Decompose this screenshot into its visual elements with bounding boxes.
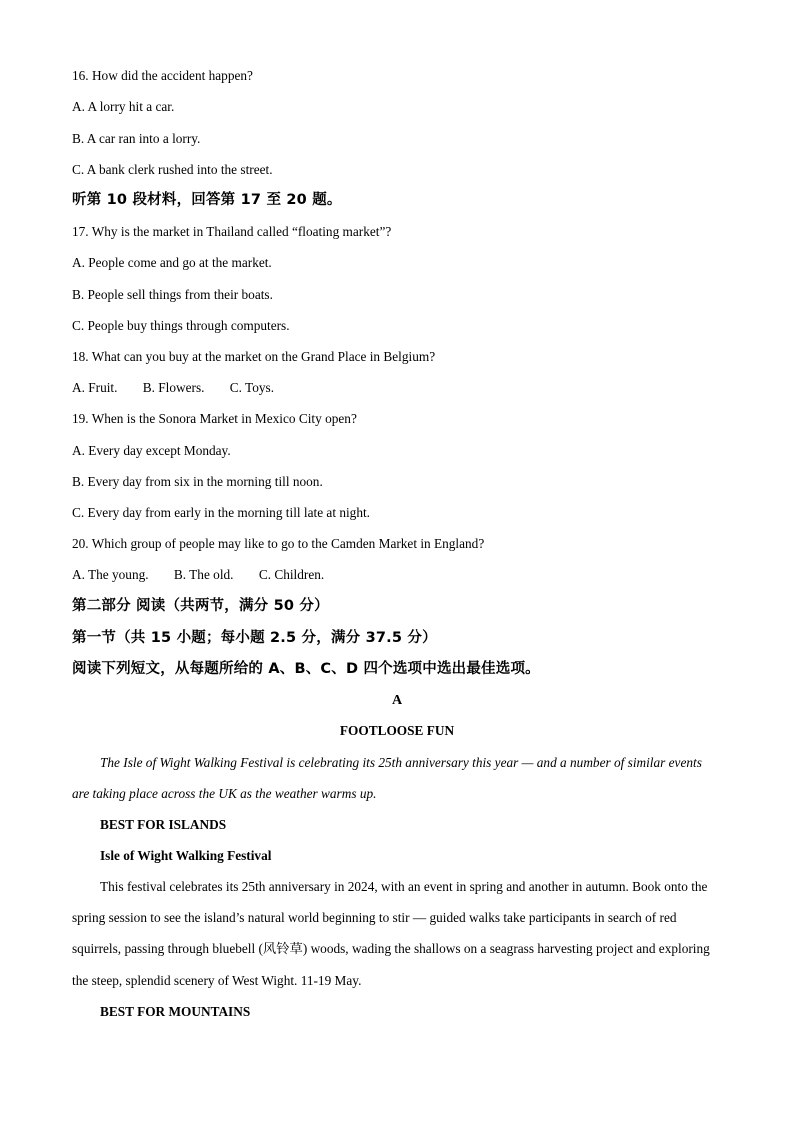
question-16-option-b: B. A car ran into a lorry. (72, 131, 201, 146)
question-18-option-a: A. Fruit. (72, 380, 118, 395)
question-18-option-b: B. Flowers. (142, 380, 205, 395)
section-one-heading: 第一节（共 15 小题；每小题 2.5 分，满分 37.5 分） (72, 630, 437, 646)
question-16-option-c: C. A bank clerk rushed into the street. (72, 162, 273, 177)
question-16-option-a: A. A lorry hit a car. (72, 99, 175, 114)
subheading-islands: BEST FOR ISLANDS (100, 817, 227, 832)
question-18-option-c: C. Toys. (229, 380, 275, 395)
question-20-option-c: C. Children. (258, 567, 325, 582)
reading-instructions: 阅读下列短文，从每题所给的 A、B、C、D 四个选项中选出最佳选项。 (72, 661, 540, 677)
question-20: 20. Which group of people may like to go to the Camden Market in England? (72, 536, 485, 551)
part-two-heading: 第二部分 阅读（共两节，满分 50 分） (72, 598, 329, 614)
passage-intro: The Isle of Wight Walking Festival is celebrating its 25th anniversary this year — and a number of similar events are taking place across the UK as the weather warms up. (72, 755, 702, 802)
question-19: 19. When is the Sonora Market in Mexico City open? (72, 411, 357, 426)
festival-name: Isle of Wight Walking Festival (100, 848, 272, 863)
question-19-option-a: A. Every day except Monday. (72, 443, 231, 458)
question-17: 17. Why is the market in Thailand called “floating market”? (72, 224, 392, 239)
question-19-option-c: C. Every day from early in the morning till late at night. (72, 505, 370, 520)
question-19-option-b: B. Every day from six in the morning till noon. (72, 474, 323, 489)
question-20-options (72, 566, 324, 584)
festival-description: This festival celebrates its 25th anniversary in 2024, with an event in spring and another in autumn. Book onto the spring session to see the island’s natural world beginning to stir — guided walks take participants in search of red squirrels, passing through bluebell (风铃草) woods, wading the shallows on a seagrass harvesting project and exploring the steep, splendid scenery of West Wight. 11-19 May. (72, 879, 710, 988)
question-20-option-a: A. The young. (72, 567, 149, 582)
passage-letter: A (391, 693, 403, 708)
question-20-option-b: B. The old. (173, 567, 234, 582)
section-10-heading: 听第 10 段材料，回答第 17 至 20 题。 (72, 192, 342, 208)
question-18: 18. What can you buy at the market on the Grand Place in Belgium? (72, 349, 436, 364)
subheading-mountains: BEST FOR MOUNTAINS (100, 1004, 251, 1019)
question-16: 16. How did the accident happen? (72, 68, 253, 83)
passage-title: FOOTLOOSE FUN (339, 723, 455, 738)
question-17-option-a: A. People come and go at the market. (72, 255, 272, 270)
question-17-option-c: C. People buy things through computers. (72, 318, 290, 333)
question-18-options (72, 379, 274, 397)
question-17-option-b: B. People sell things from their boats. (72, 287, 273, 302)
